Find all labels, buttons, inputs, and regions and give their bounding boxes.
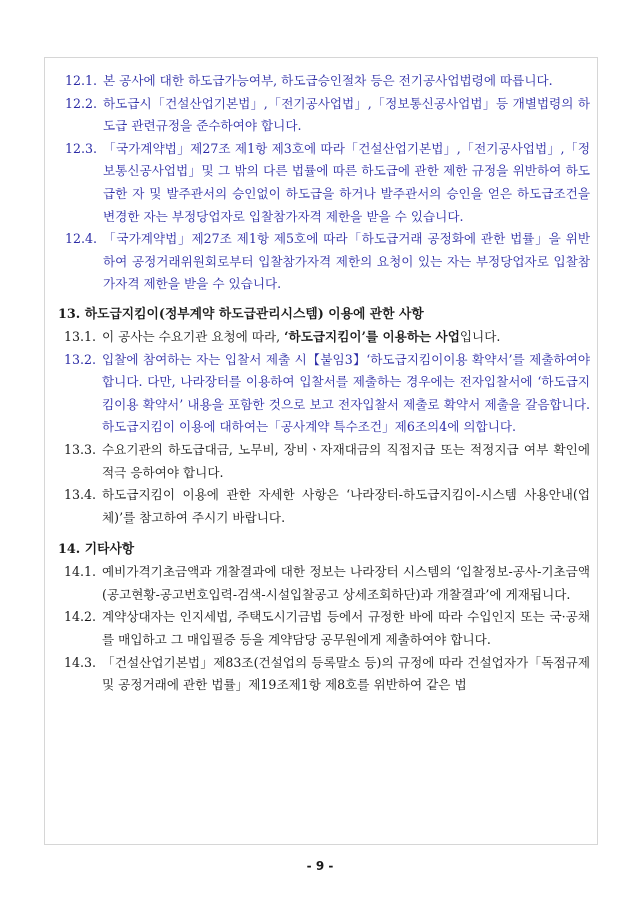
clause-text-post: 입니다.: [459, 328, 501, 344]
clause-13-3: [58, 439, 590, 484]
section-13: [58, 304, 590, 529]
clause-number: 13.1.: [63, 328, 96, 344]
clause-text: 본 공사에 대한 하도급가능여부, 하도급승인절차 등은 전기공사업법령에 따릅니다.: [103, 73, 553, 88]
clause-14-2: [58, 606, 590, 651]
clause-12-1: [58, 70, 590, 93]
clause-number: 13.2.: [63, 351, 96, 367]
section-13-heading: 13. 하도급지킴이(정부계약 하도급관리시스템) 이용에 관한 사항: [58, 306, 424, 322]
clause-13-2: [58, 349, 590, 439]
clause-number: 13.3.: [63, 441, 96, 457]
clause-13-1: [58, 326, 590, 349]
clause-number: 13.4.: [63, 487, 96, 503]
clause-text-pre: 이 공사는 수요기관 요청에 따라,: [102, 328, 285, 344]
clause-text: 「국가계약법」제27조 제1항 제3호에 따라「건설산업기본법」,「전기공사업법」,「정보통신공사업법」및 그 밖의 다른 법률에 따른 하도급에 관한 제한 규정을 위반하여 하도급한 자 및 발주관서의 승인없이 하도급을 하거나 발주관서의 승인을 얻은 하도급조건을 변경한 자는 부정당업자로 입찰참가자격 제한을 받을 수 있습니다.: [103, 140, 590, 224]
clause-14-3: [58, 652, 590, 697]
section-14: [58, 539, 590, 697]
section-14-heading: 14. 기타사항: [58, 542, 135, 558]
clause-12-3: [58, 138, 590, 228]
clause-text: 입찰에 참여하는 자는 입찰서 제출 시【붙임3】‘하도급지킴이이용 확약서’를 제출하여야 합니다. 다만, 나라장터를 이용하여 입찰서를 제출하는 경우에는 전자입찰서에 ‘하도급지킴이용 확약서’ 내용을 포함한 것으로 보고 전자입찰서 제출로 확약서 제출을 갈음합니다. 하도급지킴이 이용에 대하여는「공사계약 특수조건」제6조의4에 의합니다.: [102, 351, 590, 435]
clause-number: 14.3.: [63, 654, 96, 670]
clause-13-4: [58, 484, 590, 529]
clause-text: 수요기관의 하도급대금, 노무비, 장비ㆍ자재대금의 직접지급 또는 적정지급 여부 확인에 적극 응하여야 합니다.: [102, 441, 590, 480]
clause-text: 하도급시「건설산업기본법」,「전기공사업법」,「정보통신공사업법」등 개별법령의 하도급 관련규정을 준수하여야 합니다.: [103, 95, 590, 134]
clause-text: 「건설산업기본법」제83조(건설업의 등록말소 등)의 규정에 따라 건설업자가「독점규제 및 공정거래에 관한 법률」제19조제1항 제8호를 위반하여 같은 법: [102, 654, 590, 693]
clause-number: 14.2.: [63, 609, 96, 625]
clause-number: 12.1.: [64, 73, 97, 88]
clause-text: 하도급지킴이 이용에 관한 자세한 사항은 ‘나라장터-하도급지킴이-시스템 사용안내(업체)’를 참고하여 주시기 바랍니다.: [102, 487, 590, 525]
page-number: - 9 -: [306, 859, 334, 873]
clause-text: [102, 326, 590, 349]
clause-12-4: [58, 228, 590, 296]
clause-text: 「국가계약법」제27조 제1항 제5호에 따라「하도급거래 공정화에 관한 법률」을 위반하여 공정거래위원회로부터 입찰참가자격 제한의 요청이 있는 자는 부정당업자로 입찰참가자격 제한을 받을 수 있습니다.: [103, 231, 590, 292]
document-body: [58, 70, 590, 697]
clause-text: 계약상대자는 인지세법, 주택도시기금법 등에서 규정한 바에 따라 수입인지 또는 국·공채를 매입하고 그 매입필증 등을 계약담당 공무원에게 제출하여야 합니다.: [102, 609, 590, 648]
clause-number: 14.1.: [63, 564, 96, 580]
clause-text: 예비가격기초금액과 개찰결과에 대한 정보는 나라장터 시스템의 ‘입찰정보-공사-기초금액(공고현황-공고번호입력-검색-시설입찰공고 상세조회하단)과 개찰결과’에 게재됩니다.: [102, 564, 590, 602]
clause-number: 12.2.: [64, 95, 97, 111]
section-12: [58, 70, 590, 296]
clause-number: 12.4.: [64, 231, 97, 247]
clause-number: 12.3.: [64, 140, 97, 156]
clause-12-2: [58, 93, 590, 138]
clause-text-emphasis: ‘하도급지킴이’를 이용하는 사업: [284, 328, 460, 344]
clause-14-1: [58, 561, 590, 606]
